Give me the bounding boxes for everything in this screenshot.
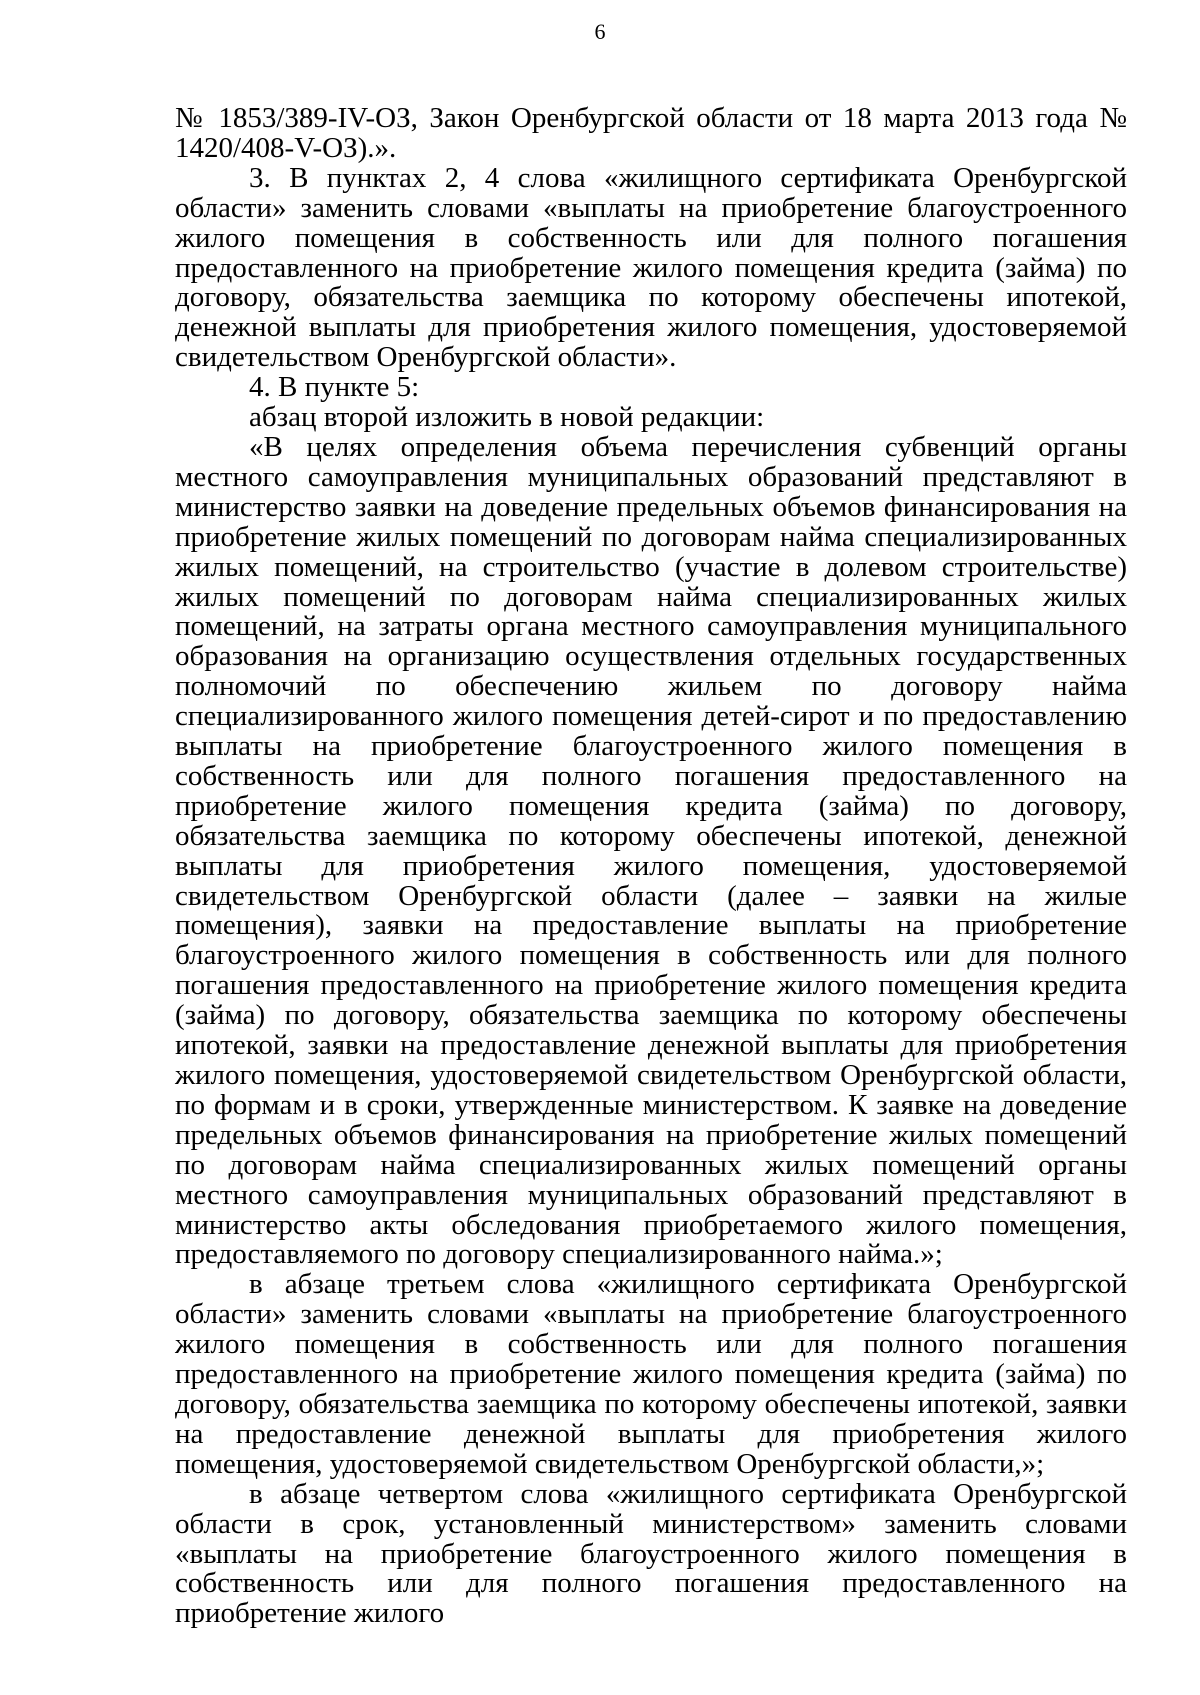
paragraph-subitem-third: в абзаце третьем слова «жилищного сертификата Оренбургской области» заменить словами «выплаты на приобретение благоустроенного жилого помещения в собственность или для полного погашения предоставленного на приобретение жилого помещения кредита (займа) по договору, обязательства заемщика по которому обеспечены ипотекой, заявки на предоставление денежной выплаты для приобретения жилого помещения, удостоверяемой свидетельством Оренбургской области,»; <box>175 1268 1127 1480</box>
paragraph-law-reference: № 1853/389-IV-ОЗ, Закон Оренбургской области от 18 марта 2013 года № 1420/408-V-ОЗ).». <box>175 102 1127 164</box>
paragraph-item-3: 3. В пунктах 2, 4 слова «жилищного сертификата Оренбургской области» заменить словами «выплаты на приобретение благоустроенного жилого помещения в собственность или для полного погашения предоставленного на приобретение жилого помещения кредита (займа) по договору, обязательства заемщика по которому обеспечены ипотекой, денежной выплаты для приобретения жилого помещения, удостоверяемой свидетельством Оренбургской области». <box>175 161 1127 374</box>
paragraph-subitem-fourth: в абзаце четвертом слова «жилищного сертификата Оренбургской области в срок, установленный министерством» заменить словами «выплаты на приобретение благоустроенного жилого помещения в собственность или для полного погашения предоставленного на приобретение жилого <box>175 1477 1127 1630</box>
paragraph-new-wording: «В целях определения объема перечисления субвенций органы местного самоуправления муниципальных образований представляют в министерство заявки на доведение предельных объемов финансирования на приобретение жилых помещений по договорам найма специализированных жилых помещений, на строительство (участие в долевом строительстве) жилых помещений по договорам найма специализированных жилых помещений, на затраты органа местного самоуправления муниципального образования на организацию осуществления отдельных государственных полномочий по обеспечению жильем по договору найма специализированного жилого помещения детей-сирот и по предоставлению выплаты на приобретение благоустроенного жилого помещения в собственность или для полного погашения предоставленного на приобретение жилого помещения кредита (займа) по договору, обязательства заемщика по которому обеспечены ипотекой, денежной выплаты для приобретения жилого помещения, удостоверяемой свидетельством Оренбургской области (далее – заявки на жилые помещения), заявки на предоставление выплаты на приобретение благоустроенного жилого помещения в собственность или для полного погашения предоставленного на приобретение жилого помещения кредита (займа) по договору, обязательства заемщика по которому обеспечены ипотекой, заявки на предоставление денежной выплаты для приобретения жилого помещения, удостоверяемой свидетельством Оренбургской области, по формам и в сроки, утвержденные министерством. К заявке на доведение предельных объемов финансирования на приобретение жилых помещений по договорам найма специализированных жилых помещений органы местного самоуправления муниципальных образований представляют в министерство акты обследования приобретаемого жилого помещения, предоставляемого по договору специализированного найма.»; <box>175 430 1127 1271</box>
document-body <box>175 104 1127 1629</box>
paragraph-subitem-second: абзац второй изложить в новой редакции: <box>249 401 765 434</box>
paragraph-item-4-heading: 4. В пункте 5: <box>249 371 420 404</box>
page-number: 6 <box>594 19 606 44</box>
